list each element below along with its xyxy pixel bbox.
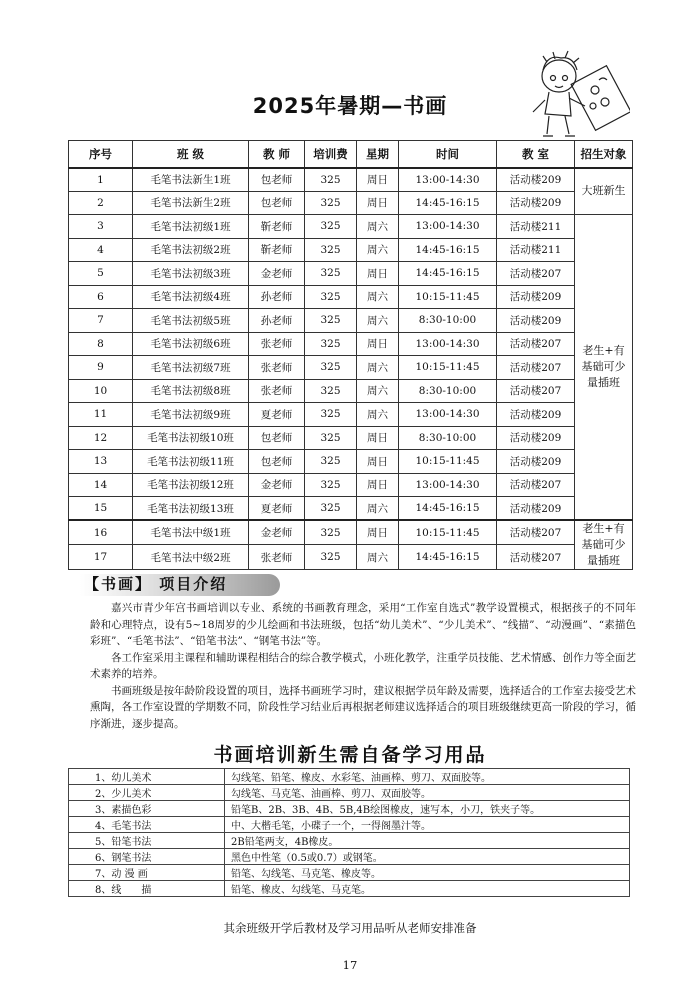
supply-list: 黑色中性笔（0.5或0.7）或钢笔。	[225, 849, 630, 865]
section-heading	[82, 572, 292, 597]
table-cell: 14:45-16:15	[399, 238, 497, 262]
intro-paragraph: 书画班级是按年龄阶段设置的项目，选择书画班学习时，建议根据学员年龄及需要，选择适合的工作室去接受艺术熏陶，各工作室设置的学期数不同，阶段性学习结业后再根据老师建议选择适合的项目班级继续更高一阶段的学习，循序渐进，逐步提高。	[90, 684, 636, 730]
table-row	[69, 215, 633, 239]
table-cell: 14:45-16:15	[399, 262, 497, 286]
table-cell: 8:30-10:00	[399, 426, 497, 450]
table-cell: 毛笔书法初级4班	[133, 285, 249, 309]
table-row	[69, 450, 633, 474]
table-cell: 活动楼209	[497, 309, 575, 333]
table-cell: 活动楼207	[497, 356, 575, 380]
table-cell: 8:30-10:00	[399, 379, 497, 403]
table-cell: 13:00-14:30	[399, 215, 497, 239]
schedule-header-row	[69, 141, 633, 168]
table-cell: 16	[69, 520, 133, 545]
table-cell: 12	[69, 426, 133, 450]
table-cell: 2	[69, 191, 133, 215]
audience-cell: 老生+有基础可少量插班	[575, 520, 633, 570]
table-cell: 毛笔书法初级2班	[133, 238, 249, 262]
table-cell: 毛笔书法初级3班	[133, 262, 249, 286]
table-cell: 325	[305, 238, 357, 262]
table-cell: 325	[305, 545, 357, 570]
table-cell: 325	[305, 520, 357, 545]
supplies-title: 书画培训新生需自备学习用品	[213, 744, 487, 766]
table-cell: 13:00-14:30	[399, 473, 497, 497]
table-cell: 325	[305, 473, 357, 497]
table-cell: 周六	[357, 356, 399, 380]
table-cell: 17	[69, 545, 133, 570]
table-cell: 3	[69, 215, 133, 239]
table-cell: 周六	[357, 215, 399, 239]
table-row	[69, 191, 633, 215]
table-cell: 孙老师	[249, 285, 305, 309]
header-cell: 序号	[69, 141, 133, 168]
header-cell: 招生对象	[575, 141, 633, 168]
table-cell: 周六	[357, 309, 399, 333]
table-cell: 325	[305, 379, 357, 403]
supply-list: 勾线笔、马克笔、油画棒、剪刀、双面胶等。	[225, 785, 630, 801]
table-cell: 活动楼209	[497, 450, 575, 474]
table-cell: 活动楼209	[497, 426, 575, 450]
table-row	[69, 262, 633, 286]
table-row	[69, 817, 630, 833]
supply-category: 3、素描色彩	[69, 801, 225, 817]
page-number: 17	[342, 958, 358, 972]
table-row	[69, 833, 630, 849]
table-cell: 14	[69, 473, 133, 497]
table-cell: 毛笔书法初级9班	[133, 403, 249, 427]
table-cell: 5	[69, 262, 133, 286]
table-cell: 活动楼207	[497, 520, 575, 545]
table-cell: 10:15-11:45	[399, 450, 497, 474]
table-cell: 张老师	[249, 545, 305, 570]
supplies-table	[68, 768, 630, 897]
table-row	[69, 849, 630, 865]
supply-list: 铅笔、勾线笔、马克笔、橡皮等。	[225, 865, 630, 881]
table-cell: 周六	[357, 545, 399, 570]
table-cell: 毛笔书法初级10班	[133, 426, 249, 450]
footnote: 其余班级开学后教材及学习用品听从老师安排准备	[223, 921, 477, 935]
supply-category: 6、钢笔书法	[69, 849, 225, 865]
table-cell: 周六	[357, 238, 399, 262]
table-cell: 活动楼209	[497, 497, 575, 521]
table-cell: 14:45-16:15	[399, 191, 497, 215]
table-cell: 周六	[357, 285, 399, 309]
table-row	[69, 356, 633, 380]
intro-text	[90, 600, 636, 732]
table-cell: 325	[305, 497, 357, 521]
supply-list: 勾线笔、铅笔、橡皮、水彩笔、油画棒、剪刀、双面胶等。	[225, 769, 630, 785]
table-cell: 活动楼211	[497, 238, 575, 262]
cartoon-child-illustration	[525, 50, 630, 142]
table-cell: 1	[69, 168, 133, 192]
table-cell: 包老师	[249, 450, 305, 474]
table-cell: 活动楼209	[497, 191, 575, 215]
table-cell: 325	[305, 356, 357, 380]
table-cell: 毛笔书法初级11班	[133, 450, 249, 474]
table-cell: 毛笔书法初级5班	[133, 309, 249, 333]
table-cell: 张老师	[249, 356, 305, 380]
table-cell: 毛笔书法初级8班	[133, 379, 249, 403]
table-cell: 活动楼207	[497, 379, 575, 403]
table-cell: 靳老师	[249, 215, 305, 239]
table-cell: 毛笔书法初级7班	[133, 356, 249, 380]
table-row	[69, 801, 630, 817]
table-cell: 13:00-14:30	[399, 332, 497, 356]
table-cell: 毛笔书法新生2班	[133, 191, 249, 215]
table-cell: 张老师	[249, 379, 305, 403]
table-cell: 周日	[357, 191, 399, 215]
table-row	[69, 379, 633, 403]
table-cell: 4	[69, 238, 133, 262]
header-cell: 班 级	[133, 141, 249, 168]
table-cell: 10	[69, 379, 133, 403]
table-row	[69, 309, 633, 333]
table-cell: 325	[305, 332, 357, 356]
table-cell: 325	[305, 285, 357, 309]
table-row	[69, 332, 633, 356]
table-row	[69, 497, 633, 521]
table-cell: 毛笔书法初级13班	[133, 497, 249, 521]
table-cell: 周日	[357, 168, 399, 192]
table-cell: 金老师	[249, 520, 305, 545]
table-row	[69, 403, 633, 427]
table-cell: 325	[305, 309, 357, 333]
table-cell: 孙老师	[249, 309, 305, 333]
table-cell: 毛笔书法初级6班	[133, 332, 249, 356]
table-cell: 8:30-10:00	[399, 309, 497, 333]
table-cell: 周日	[357, 473, 399, 497]
table-cell: 13:00-14:30	[399, 168, 497, 192]
table-cell: 13	[69, 450, 133, 474]
table-cell: 6	[69, 285, 133, 309]
table-cell: 周六	[357, 497, 399, 521]
header-cell: 教 室	[497, 141, 575, 168]
table-cell: 周日	[357, 426, 399, 450]
header-cell: 星期	[357, 141, 399, 168]
table-cell: 活动楼207	[497, 262, 575, 286]
table-cell: 325	[305, 168, 357, 192]
supply-category: 4、毛笔书法	[69, 817, 225, 833]
intro-paragraph: 各工作室采用主课程和辅助课程相结合的综合教学模式，小班化教学，注重学员技能、艺术情感、创作力等全面艺术素养的培养。	[90, 651, 636, 680]
table-cell: 张老师	[249, 332, 305, 356]
supply-list: 2B铅笔两支，4B橡皮。	[225, 833, 630, 849]
supply-category: 8、线 描	[69, 881, 225, 897]
audience-cell: 大班新生	[575, 168, 633, 215]
table-cell: 10:15-11:45	[399, 285, 497, 309]
table-cell: 8	[69, 332, 133, 356]
table-row	[69, 881, 630, 897]
table-cell: 周日	[357, 450, 399, 474]
table-cell: 325	[305, 403, 357, 427]
table-cell: 金老师	[249, 262, 305, 286]
table-cell: 活动楼207	[497, 332, 575, 356]
table-row	[69, 168, 633, 192]
header-cell: 教 师	[249, 141, 305, 168]
table-cell: 周日	[357, 520, 399, 545]
table-cell: 11	[69, 403, 133, 427]
table-cell: 活动楼209	[497, 168, 575, 192]
table-cell: 325	[305, 262, 357, 286]
table-cell: 活动楼207	[497, 545, 575, 570]
schedule-table	[68, 140, 633, 570]
supply-list: 铅笔B、2B、3B、4B、5B,4B绘图橡皮，速写本，小刀，铁夹子等。	[225, 801, 630, 817]
table-cell: 包老师	[249, 426, 305, 450]
supply-category: 5、铅笔书法	[69, 833, 225, 849]
intro-paragraph: 嘉兴市青少年宫书画培训以专业、系统的书画教育理念，采用“工作室自选式”教学设置模式，根据孩子的不同年龄和心理特点，设有5~18周岁的少儿绘画和书法班级，包括“幼儿美术”、“少儿美术”、“线描”、“动漫画”、“素描色彩班”、“毛笔书法”、“铅笔书法”、“钢笔书法”等。	[90, 602, 636, 647]
table-row	[69, 426, 633, 450]
table-cell: 14:45-16:15	[399, 545, 497, 570]
table-cell: 包老师	[249, 168, 305, 192]
table-cell: 9	[69, 356, 133, 380]
table-cell: 325	[305, 426, 357, 450]
table-row	[69, 285, 633, 309]
supply-list: 铅笔、橡皮、勾线笔、马克笔。	[225, 881, 630, 897]
header-cell: 培训费	[305, 141, 357, 168]
table-cell: 14:45-16:15	[399, 497, 497, 521]
table-cell: 10:15-11:45	[399, 356, 497, 380]
table-cell: 夏老师	[249, 403, 305, 427]
table-cell: 13:00-14:30	[399, 403, 497, 427]
header-cell: 时间	[399, 141, 497, 168]
table-cell: 毛笔书法初级12班	[133, 473, 249, 497]
supply-category: 2、少儿美术	[69, 785, 225, 801]
table-cell: 靳老师	[249, 238, 305, 262]
table-cell: 15	[69, 497, 133, 521]
table-cell: 周六	[357, 403, 399, 427]
table-row	[69, 769, 630, 785]
table-cell: 毛笔书法新生1班	[133, 168, 249, 192]
table-cell: 包老师	[249, 191, 305, 215]
table-cell: 周日	[357, 332, 399, 356]
supply-category: 1、幼儿美术	[69, 769, 225, 785]
table-cell: 7	[69, 309, 133, 333]
table-cell: 活动楼211	[497, 215, 575, 239]
table-cell: 10:15-11:45	[399, 520, 497, 545]
table-cell: 周六	[357, 379, 399, 403]
table-cell: 毛笔书法初级1班	[133, 215, 249, 239]
table-cell: 毛笔书法中级2班	[133, 545, 249, 570]
section-heading-text: 【书画】 项目介绍	[84, 575, 228, 593]
table-cell: 325	[305, 215, 357, 239]
supply-category: 7、动 漫 画	[69, 865, 225, 881]
table-cell: 周日	[357, 262, 399, 286]
table-row	[69, 865, 630, 881]
table-row	[69, 238, 633, 262]
audience-cell: 老生+有基础可少量插班	[575, 215, 633, 521]
table-row	[69, 785, 630, 801]
table-row	[69, 545, 633, 570]
page-title: 2025年暑期—书画	[252, 94, 448, 118]
table-cell: 活动楼209	[497, 403, 575, 427]
table-cell: 325	[305, 191, 357, 215]
table-row	[69, 473, 633, 497]
table-cell: 夏老师	[249, 497, 305, 521]
supply-list: 中、大楷毛笔，小碟子一个，一得阁墨汁等。	[225, 817, 630, 833]
table-cell: 活动楼209	[497, 285, 575, 309]
table-cell: 金老师	[249, 473, 305, 497]
table-cell: 毛笔书法中级1班	[133, 520, 249, 545]
table-cell: 325	[305, 450, 357, 474]
table-row	[69, 520, 633, 545]
table-cell: 活动楼207	[497, 473, 575, 497]
